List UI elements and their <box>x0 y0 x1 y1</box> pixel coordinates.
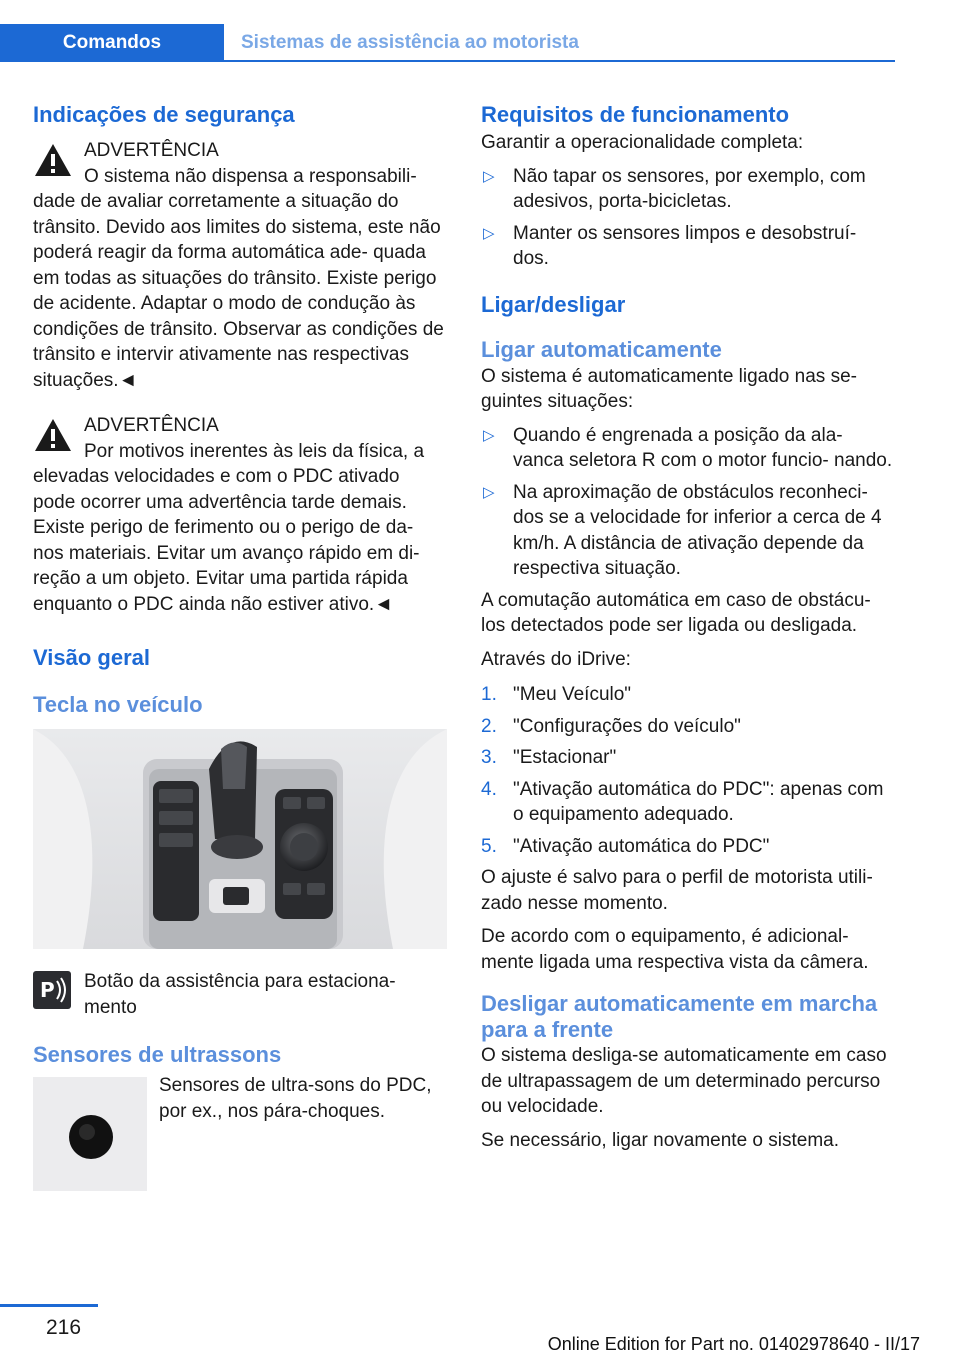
auto-on-list <box>481 423 897 582</box>
parking-assistant-icon <box>33 971 71 1009</box>
camera-text: De acordo com o equipamento, é adicional- mente ligada uma respectiva vista da câmera. <box>481 926 869 973</box>
list-item: ▷ Não tapar os sensores, por exemplo, com adesivos, porta-bicicletas. <box>483 165 866 212</box>
footer-rule <box>0 1304 98 1307</box>
sensors-text: Sensores de ultra-sons do PDC, por ex., nos pára-choques. <box>159 1075 432 1122</box>
right-column <box>481 100 897 1153</box>
warning-triangle-icon <box>33 142 73 178</box>
bullet-triangle-icon: ▷ <box>483 426 495 444</box>
section-title[interactable]: Sistemas de assistência ao motorista <box>241 32 579 53</box>
onoff-heading: Ligar/desligar <box>481 291 626 317</box>
list-item: ▷ Manter os sensores limpos e desobstruí- dos. <box>483 222 857 269</box>
button-caption-row <box>33 969 447 1021</box>
idrive-steps <box>481 682 897 859</box>
auto-on-intro: O sistema é automaticamente ligado nas se- guintes situações: <box>481 365 857 412</box>
auto-off-heading: Desligar automaticamente em marcha para a frente <box>481 991 878 1042</box>
warning-block-1 <box>33 138 447 393</box>
warning-block-2 <box>33 413 447 617</box>
sensors-heading: Sensores de ultrassons <box>33 1042 282 1067</box>
header-rule <box>224 60 895 62</box>
switch-text: A comutação automática em caso de obstácu- los detectados pode ser ligada ou desligada. <box>481 589 871 636</box>
warning-first-line: Por motivos inerentes às leis da física, a <box>84 440 425 462</box>
list-item: 3. "Estacionar" <box>481 747 617 768</box>
requirements-list <box>481 164 897 272</box>
requirements-intro: Garantir a operacionalidade completa: <box>481 132 804 153</box>
list-item: 5. "Ativação automática do PDC" <box>481 835 770 857</box>
warning-title: ADVERTÊNCIA <box>84 140 219 161</box>
safety-heading: Indicações de segurança <box>33 102 295 127</box>
svg-text:P: P <box>40 978 55 1002</box>
auto-off-text: O sistema desliga-se automaticamente em caso de ultrapassagem de um determinado percurso ou velocidade. <box>481 1045 887 1117</box>
list-item: 4. "Ativação automática do PDC": apenas com o equipamento adequado. <box>481 778 884 825</box>
restart-text: Se necessário, ligar novamente o sistema. <box>481 1129 840 1151</box>
requirements-heading: Requisitos de funcionamento <box>481 102 790 127</box>
page-number: 216 <box>46 1316 82 1339</box>
auto-on-heading: Ligar automaticamente <box>481 336 722 362</box>
overview-heading: Visão geral <box>33 645 150 670</box>
chapter-tab[interactable]: Comandos <box>0 24 224 62</box>
idrive-text: Através do iDrive: <box>481 648 631 670</box>
list-item: ▷ Na aproximação de obstáculos reconheci- dos se a velocidade for inferior a cerca de 4 km/h. A distância de ativação depende da respectiva situação. <box>483 481 882 579</box>
warning-body: dade de avaliar corretamente a situação do trânsito. Devido aos limites do sistema, este não poderá reagir da forma automática ade- quada em todas as situações do trânsito. Existe perigo de acidente. Adaptar o modo de condução às condições de trânsito. Observar as condições de trânsito e intervir ativamente nas respectivas situações.◄ <box>33 191 444 391</box>
button-heading: Tecla no veículo <box>33 692 203 717</box>
left-column <box>33 100 447 1191</box>
list-item: 1. "Meu Veículo" <box>481 684 632 705</box>
warning-triangle-icon <box>33 417 73 453</box>
list-item: ▷ Quando é engrenada a posição da ala- vanca seletora R com o motor funcio- nando. <box>483 424 893 471</box>
sensor-photo <box>33 1077 147 1191</box>
center-console-photo <box>33 729 447 949</box>
sensors-row <box>33 1073 447 1191</box>
list-item: 2. "Configurações do veículo" <box>481 715 741 737</box>
edition-note: Online Edition for Part no. 01402978640 - II/17 <box>547 1334 920 1354</box>
warning-first-line: O sistema não dispensa a responsabili- <box>84 165 417 187</box>
button-caption: Botão da assistência para estaciona- mento <box>84 971 396 1018</box>
warning-title: ADVERTÊNCIA <box>84 415 219 436</box>
page-header <box>0 24 895 62</box>
saved-text: O ajuste é salvo para o perfil de motorista utili- zado nesse momento. <box>481 867 873 914</box>
bullet-triangle-icon: ▷ <box>483 167 495 185</box>
warning-body: elevadas velocidades e com o PDC ativado pode ocorrer uma advertência tarde demais. Existe perigo de ferimento ou o perigo de da- nos materiais. Evitar um avanço rápido em di- reção a um objeto. Evitar uma partida rápida enquanto o PDC ainda não estiver ativo.◄ <box>33 466 420 615</box>
bullet-triangle-icon: ▷ <box>483 483 495 501</box>
bullet-triangle-icon: ▷ <box>483 224 495 242</box>
